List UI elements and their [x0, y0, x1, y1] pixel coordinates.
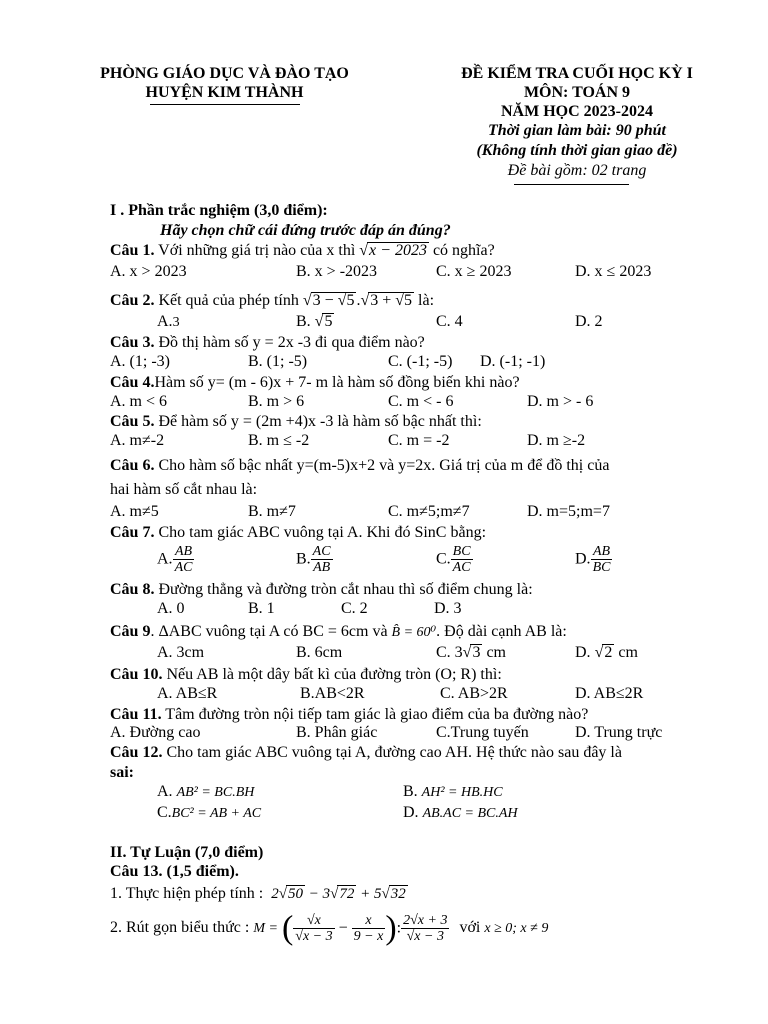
q5-option-a: A. m≠-2 [110, 432, 165, 449]
q12-text: Cho tam giác ABC vuông tại A, đường cao AH. Hệ thức nào sau đây là [166, 744, 622, 761]
q8-label: Câu 8. [110, 581, 155, 598]
question-2: Câu 2. Kết quả của phép tính √3 − √5 .√3 + √5 là: [110, 292, 435, 309]
q13-label: Câu 13. (1,5 điểm). [110, 863, 239, 880]
q2-option-c: C. 4 [436, 313, 463, 330]
q3-text: Đồ thị hàm số y = 2x -3 đi qua điểm nào? [158, 334, 425, 351]
q13-item-1 [110, 884, 408, 904]
time-note: (Không tính thời gian giao đề) [476, 142, 678, 159]
q13-item2-m: M = [253, 921, 278, 936]
q8-option-c: C. 2 [341, 600, 368, 617]
q11-option-d: D. Trung trực [575, 724, 663, 741]
part1-instruction: Hãy chọn chữ cái đứng trước đáp án đúng? [160, 222, 451, 239]
q1-option-c: C. x ≥ 2023 [436, 263, 512, 280]
q11-text: Tâm đường tròn nội tiếp tam giác là giao điểm của ba đường nào? [165, 706, 589, 723]
q10-option-b: B.AB<2R [300, 685, 365, 702]
q9-option-a: A. 3cm [157, 644, 205, 661]
q1-option-a: A. x > 2023 [110, 263, 187, 280]
q13-item2-cond-label: với [459, 919, 481, 936]
q3-label: Câu 3. [110, 334, 155, 351]
q2-tail: là: [418, 292, 435, 309]
q11-option-a: A. Đường cao [110, 724, 201, 741]
question-4 [110, 373, 520, 393]
q12-option-a: A. AB² = BC.BH [157, 783, 255, 800]
q13-item1-expr: 2√50 − 3√72 + 5√32 [271, 886, 406, 902]
time-allowed: Thời gian làm bài: 90 phút [488, 122, 666, 139]
q13-item2-text: 2. Rút gọn biểu thức : [110, 919, 250, 936]
q7-option-c: C. $\frac{BC}{AC}$ [436, 544, 471, 575]
q10-option-c: C. AB>2R [440, 685, 508, 702]
q4-option-a: A. m < 6 [110, 393, 168, 410]
question-11 [110, 705, 588, 725]
q10-text: Nếu AB là một dây bất kì của đường tròn (O; R) thì: [166, 666, 502, 683]
q3-option-c: C. (-1; -5) [388, 353, 453, 370]
q4-option-b: B. m > 6 [248, 393, 305, 410]
q9-option-d: D. √2 cm [575, 644, 638, 661]
q7-option-a: A. $\frac{AB}{AC}$ [157, 544, 193, 575]
q1-tail: có nghĩa? [432, 242, 495, 259]
school-year: NĂM HỌC 2023-2024 [501, 103, 653, 120]
q6-text-line2: hai hàm số cắt nhau là: [110, 481, 258, 498]
q12-text-line2: sai: [110, 764, 134, 781]
q6-option-a: A. m≠5 [110, 503, 159, 520]
q6-option-c: C. m≠5;m≠7 [388, 503, 470, 520]
q9-label: Câu 9 [110, 623, 151, 640]
question-12 [110, 743, 622, 763]
q11-option-c: C.Trung tuyến [436, 724, 529, 741]
header-right-underline [514, 184, 629, 185]
q1-text: Với những giá trị nào của x thì [158, 242, 356, 259]
q2-expr-a: 3 − √5 [312, 292, 355, 309]
q10-option-d: D. AB≤2R [575, 685, 644, 702]
question-3 [110, 333, 425, 353]
exam-title: ĐỀ KIỂM TRA CUỐI HỌC KỲ I [461, 65, 693, 82]
q4-option-c: C. m < - 6 [388, 393, 454, 410]
q7-label: Câu 7. [110, 524, 155, 541]
q7-text: Cho tam giác ABC vuông tại A. Khi đó SinC bằng: [158, 524, 487, 541]
question-8 [110, 580, 533, 600]
q13-item-2: 2. Rút gọn biểu thức : M = ( $\frac{√x}{√x - 3}$ − $\frac{x}{9 - x}$ ): $\frac{2√x + 3}{√x - 3}$ với x ≥ 0; x ≠ 9 [110, 909, 549, 947]
page-count: Đề bài gồm: 02 trang [507, 162, 647, 179]
q8-text: Đường thẳng và đường tròn cắt nhau thì số điểm chung là: [158, 581, 533, 598]
q1-option-b: B. x > -2023 [296, 263, 378, 280]
part1-title: I . Phần trắc nghiệm (3,0 điểm): [110, 202, 328, 219]
q5-label: Câu 5. [110, 413, 155, 430]
q6-text: Cho hàm số bậc nhất y=(m-5)x+2 và y=2x. Giá trị của m để đồ thị của [158, 457, 610, 474]
district-name: HUYỆN KIM THÀNH [145, 84, 304, 101]
q2-option-b: B. √5 [296, 313, 333, 330]
question-1: Câu 1. Với những giá trị nào của x thì √x − 2023 có nghĩa? [110, 242, 495, 259]
question-10 [110, 665, 502, 685]
q6-label: Câu 6. [110, 457, 155, 474]
q11-label: Câu 11. [110, 706, 162, 723]
q6-option-d: D. m=5;m=7 [527, 503, 610, 520]
question-9 [110, 622, 567, 643]
q6-option-b: B. m≠7 [248, 503, 296, 520]
q2-option-a: A.3 [157, 313, 180, 330]
q9-tail: . Độ dài cạnh AB là: [436, 623, 567, 640]
q10-label: Câu 10. [110, 666, 163, 683]
q7-option-d: D. $\frac{AB}{BC}$ [575, 544, 611, 575]
q9-option-b: B. 6cm [296, 644, 343, 661]
q1-radicand: x − 2023 [369, 242, 427, 259]
q1-option-d: D. x ≤ 2023 [575, 263, 652, 280]
q8-option-b: B. 1 [248, 600, 275, 617]
q2-label: Câu 2. [110, 292, 155, 309]
q2-text: Kết quả của phép tính [158, 292, 299, 309]
q12-label: Câu 12. [110, 744, 163, 761]
q13-item2-condition: x ≥ 0; x ≠ 9 [484, 921, 549, 936]
q4-label: Câu 4. [110, 374, 155, 391]
q8-option-a: A. 0 [157, 600, 185, 617]
q3-option-b: B. (1; -5) [248, 353, 308, 370]
q5-text: Để hàm số y = (2m +4)x -3 là hàm số bậc nhất thì: [158, 413, 482, 430]
q5-option-b: B. m ≤ -2 [248, 432, 310, 449]
q13-item1-text: 1. Thực hiện phép tính : [110, 885, 264, 902]
q2-dot: . [356, 292, 361, 309]
q11-option-b: B. Phân giác [296, 724, 378, 741]
question-6 [110, 456, 609, 476]
q4-text: Hàm số y= (m - 6)x + 7- m là hàm số đồng biến khi nào? [154, 374, 520, 391]
q9-option-c: C. 3√3 cm [436, 644, 506, 661]
subject: MÔN: TOÁN 9 [523, 84, 631, 101]
q12-option-d: D. AB.AC = BC.AH [403, 804, 518, 821]
q10-option-a: A. AB≤R [157, 685, 218, 702]
q9-angle: B̂ = 60⁰ [391, 625, 437, 640]
dept-name: PHÒNG GIÁO DỤC VÀ ĐÀO TẠO [100, 65, 349, 82]
header-left-underline [150, 104, 300, 105]
q12-option-b: B. AH² = HB.HC [403, 783, 503, 800]
part2-title: II. Tự Luận (7,0 điểm) [110, 844, 264, 861]
question-5 [110, 412, 482, 432]
q3-option-a: A. (1; -3) [110, 353, 170, 370]
q5-option-d: D. m ≥-2 [527, 432, 586, 449]
q5-option-c: C. m = -2 [388, 432, 450, 449]
q3-option-d: D. (-1; -1) [480, 353, 546, 370]
q9-text: . ΔABC vuông tại A có BC = 6cm và [150, 623, 388, 640]
question-7 [110, 523, 486, 543]
q12-option-c: C.BC² = AB + AC [157, 804, 262, 821]
q2-option-d: D. 2 [575, 313, 603, 330]
q8-option-d: D. 3 [434, 600, 462, 617]
q4-option-d: D. m > - 6 [527, 393, 594, 410]
q1-label: Câu 1. [110, 242, 155, 259]
q7-option-b: B. $\frac{AC}{AB}$ [296, 544, 331, 575]
q2-expr-b: 3 + √5 [370, 292, 413, 309]
